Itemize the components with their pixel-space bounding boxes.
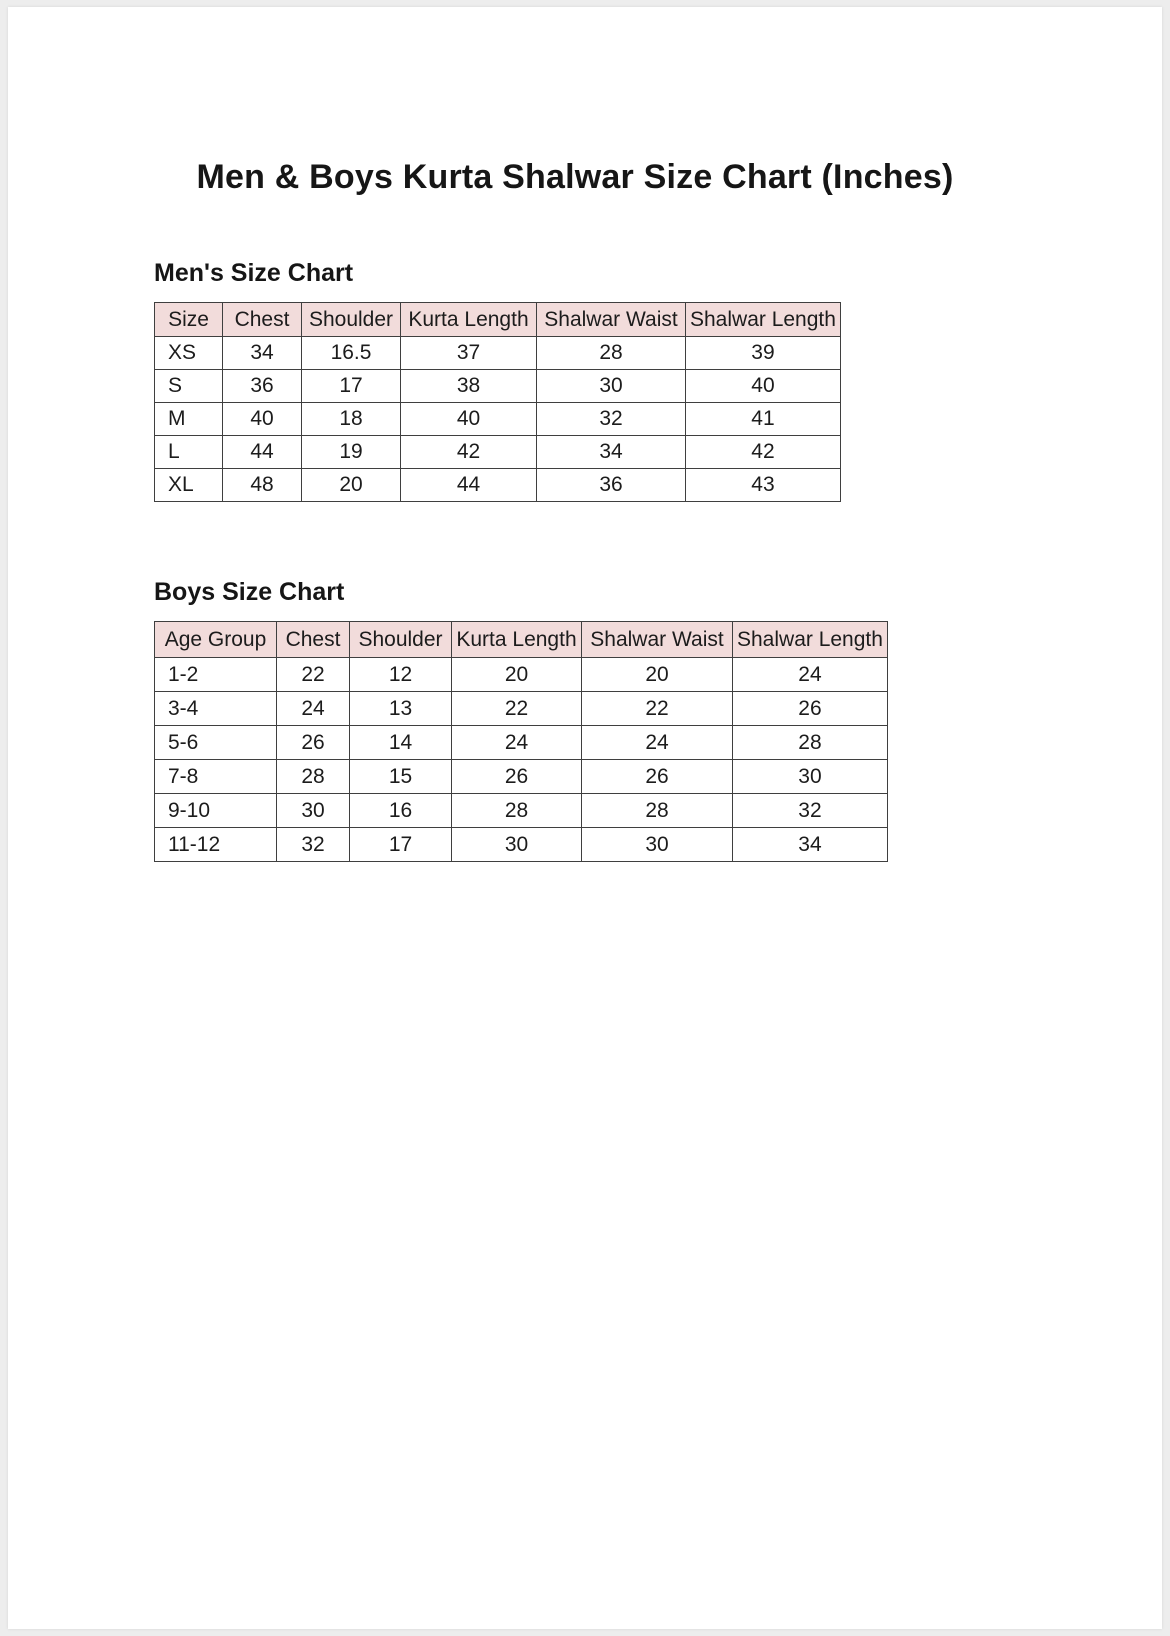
- value-cell: 34: [733, 828, 888, 862]
- value-cell: 26: [452, 760, 582, 794]
- row-label-cell: S: [155, 370, 223, 403]
- value-cell: 30: [537, 370, 686, 403]
- value-cell: 30: [452, 828, 582, 862]
- value-cell: 16: [350, 794, 452, 828]
- value-cell: 26: [582, 760, 733, 794]
- value-cell: 26: [733, 692, 888, 726]
- value-cell: 40: [223, 403, 302, 436]
- value-cell: 17: [350, 828, 452, 862]
- column-header: Shalwar Length: [686, 303, 841, 337]
- value-cell: 28: [537, 337, 686, 370]
- value-cell: 28: [733, 726, 888, 760]
- value-cell: 26: [277, 726, 350, 760]
- value-cell: 44: [223, 436, 302, 469]
- value-cell: 32: [733, 794, 888, 828]
- table-row: [155, 370, 841, 403]
- boys-size-chart-heading: Boys Size Chart: [154, 578, 345, 606]
- value-cell: 30: [277, 794, 350, 828]
- value-cell: 22: [582, 692, 733, 726]
- value-cell: 32: [537, 403, 686, 436]
- boys-size-table: [154, 621, 888, 862]
- value-cell: 18: [302, 403, 401, 436]
- value-cell: 22: [277, 658, 350, 692]
- column-header: Shoulder: [350, 622, 452, 658]
- value-cell: 34: [223, 337, 302, 370]
- column-header: Age Group: [155, 622, 277, 658]
- document-page: [8, 7, 1162, 1629]
- value-cell: 14: [350, 726, 452, 760]
- header-row: [155, 303, 841, 337]
- value-cell: 28: [452, 794, 582, 828]
- table-row: [155, 403, 841, 436]
- value-cell: 42: [686, 436, 841, 469]
- value-cell: 43: [686, 469, 841, 502]
- column-header: Size: [155, 303, 223, 337]
- row-label-cell: XL: [155, 469, 223, 502]
- table-row: [155, 692, 888, 726]
- row-label-cell: 7-8: [155, 760, 277, 794]
- table-row: [155, 337, 841, 370]
- value-cell: 44: [401, 469, 537, 502]
- table-row: [155, 436, 841, 469]
- column-header: Kurta Length: [401, 303, 537, 337]
- value-cell: 24: [452, 726, 582, 760]
- table-row: [155, 658, 888, 692]
- table-row: [155, 794, 888, 828]
- row-label-cell: 11-12: [155, 828, 277, 862]
- column-header: Shalwar Length: [733, 622, 888, 658]
- value-cell: 24: [277, 692, 350, 726]
- value-cell: 30: [733, 760, 888, 794]
- mens-size-chart-heading: Men's Size Chart: [154, 259, 354, 287]
- value-cell: 32: [277, 828, 350, 862]
- value-cell: 20: [582, 658, 733, 692]
- value-cell: 24: [733, 658, 888, 692]
- value-cell: 42: [401, 436, 537, 469]
- value-cell: 39: [686, 337, 841, 370]
- value-cell: 36: [223, 370, 302, 403]
- value-cell: 15: [350, 760, 452, 794]
- value-cell: 20: [302, 469, 401, 502]
- value-cell: 41: [686, 403, 841, 436]
- row-label-cell: 5-6: [155, 726, 277, 760]
- document-title: Men & Boys Kurta Shalwar Size Chart (Inches): [196, 158, 954, 196]
- column-header: Chest: [277, 622, 350, 658]
- table-row: [155, 828, 888, 862]
- table-row: [155, 760, 888, 794]
- value-cell: 48: [223, 469, 302, 502]
- value-cell: 12: [350, 658, 452, 692]
- value-cell: 36: [537, 469, 686, 502]
- mens-size-table: [154, 302, 841, 502]
- column-header: Chest: [223, 303, 302, 337]
- row-label-cell: 9-10: [155, 794, 277, 828]
- value-cell: 24: [582, 726, 733, 760]
- value-cell: 37: [401, 337, 537, 370]
- row-label-cell: M: [155, 403, 223, 436]
- value-cell: 30: [582, 828, 733, 862]
- value-cell: 28: [582, 794, 733, 828]
- row-label-cell: 1-2: [155, 658, 277, 692]
- row-label-cell: 3-4: [155, 692, 277, 726]
- value-cell: 40: [686, 370, 841, 403]
- value-cell: 22: [452, 692, 582, 726]
- value-cell: 38: [401, 370, 537, 403]
- column-header: Kurta Length: [452, 622, 582, 658]
- value-cell: 28: [277, 760, 350, 794]
- value-cell: 20: [452, 658, 582, 692]
- table-row: [155, 726, 888, 760]
- column-header: Shalwar Waist: [537, 303, 686, 337]
- header-row: [155, 622, 888, 658]
- row-label-cell: L: [155, 436, 223, 469]
- value-cell: 34: [537, 436, 686, 469]
- table-row: [155, 469, 841, 502]
- value-cell: 16.5: [302, 337, 401, 370]
- value-cell: 17: [302, 370, 401, 403]
- value-cell: 19: [302, 436, 401, 469]
- value-cell: 40: [401, 403, 537, 436]
- column-header: Shoulder: [302, 303, 401, 337]
- value-cell: 13: [350, 692, 452, 726]
- row-label-cell: XS: [155, 337, 223, 370]
- column-header: Shalwar Waist: [582, 622, 733, 658]
